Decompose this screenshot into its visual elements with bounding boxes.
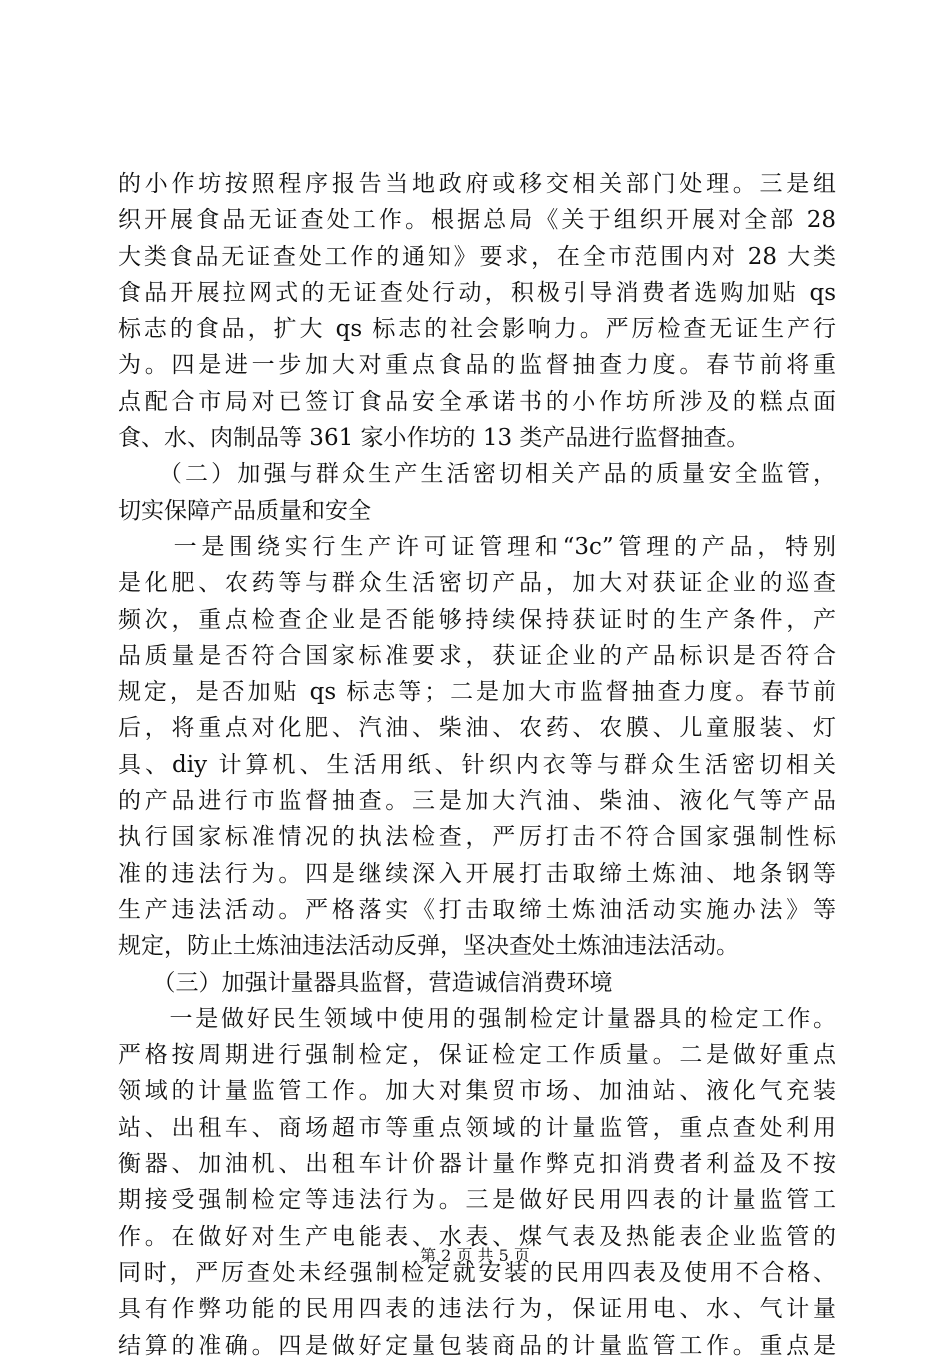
text-line: 期接受强制检定等违法行为。三是做好民用四表的计量监管工 bbox=[118, 1187, 836, 1214]
text-line: 的产品进行市监督抽查。三是加大汽油、柴油、液化气等产品 bbox=[118, 788, 836, 815]
text-line: 严格按周期进行强制检定，保证检定工作质量。二是做好重点 bbox=[118, 1042, 836, 1069]
text-line: 执行国家标准情况的执法检查，严厉打击不符合国家强制性标 bbox=[118, 824, 836, 851]
text-line: 站、出租车、商场超市等重点领域的计量监管，重点查处利用 bbox=[118, 1114, 836, 1141]
text-line: 具有作弊功能的民用四表的违法行为，保证用电、水、气计量 bbox=[118, 1296, 836, 1323]
text-line: 标志的食品，扩大 qs 标志的社会影响力。严厉检查无证生产行 bbox=[118, 316, 836, 343]
text-line: 频次，重点检查企业是否能够持续保持获证时的生产条件，产 bbox=[118, 606, 836, 633]
text-line: 食、水、肉制品等 361 家小作坊的 13 类产品进行监督抽查。 bbox=[118, 425, 750, 452]
section-heading: （三）加强计量器具监督，营造诚信消费环境 bbox=[118, 969, 613, 996]
text-line: 规定，防止土炼油违法活动反弹，坚决查处土炼油违法活动。 bbox=[118, 933, 739, 960]
text-line: 品质量是否符合国家标准要求，获证企业的产品标识是否符合 bbox=[118, 642, 836, 669]
section-heading: （二）加强与群众生产生活密切相关产品的质量安全监管， bbox=[118, 461, 836, 488]
text-line: 是化肥、农药等与群众生活密切产品，加大对获证企业的巡查 bbox=[118, 570, 836, 597]
text-line: 为。四是进一步加大对重点食品的监督抽查力度。春节前将重 bbox=[118, 352, 836, 379]
text-line: 食品开展拉网式的无证查处行动，积极引导消费者选购加贴 qs bbox=[118, 279, 836, 306]
page-number-footer: 第 2 页 共 5 页 bbox=[420, 1246, 530, 1265]
text-line: 织开展食品无证查处工作。根据总局《关于组织开展对全部 28 bbox=[118, 207, 836, 234]
text-line: 准的违法行为。四是继续深入开展打击取缔土炼油、地条钢等 bbox=[118, 860, 836, 887]
text-line: 规定，是否加贴 qs 标志等；二是加大市监督抽查力度。春节前 bbox=[118, 679, 836, 706]
text-line: 点配合市局对已签订食品安全承诺书的小作坊所涉及的糕点面 bbox=[118, 388, 836, 415]
text-line: 后，将重点对化肥、汽油、柴油、农药、农膜、儿童服装、灯 bbox=[118, 715, 836, 742]
text-line: 一是做好民生领域中使用的强制检定计量器具的检定工作。 bbox=[118, 1005, 836, 1032]
text-line: 一是围绕实行生产许可证管理和“3c”管理的产品，特别 bbox=[118, 533, 836, 560]
text-line: 衡器、加油机、出租车计价器计量作弊克扣消费者利益及不按 bbox=[118, 1151, 836, 1178]
text-line: 的小作坊按照程序报告当地政府或移交相关部门处理。三是组 bbox=[118, 171, 836, 197]
text-line: 大类食品无证查处工作的通知》要求，在全市范围内对 28 大类 bbox=[118, 243, 836, 270]
text-line: 生产违法活动。严格落实《打击取缔土炼油活动实施办法》等 bbox=[118, 896, 836, 923]
text-line: 领域的计量监管工作。加大对集贸市场、加油站、液化气充装 bbox=[118, 1078, 836, 1105]
document-body bbox=[118, 166, 836, 1364]
text-line: 作。在做好对生产电能表、水表、煤气表及热能表企业监管的 bbox=[118, 1223, 836, 1250]
section-heading-continued: 切实保障产品质量和安全 bbox=[118, 497, 371, 524]
text-line: 结算的准确。四是做好定量包装商品的计量监管工作。重点是 bbox=[118, 1332, 836, 1359]
text-line: 具、diy 计算机、生活用纸、针织内衣等与群众生活密切相关 bbox=[118, 751, 836, 778]
text-line: 同时，严厉查处未经强制检定就安装的民用四表及使用不合格、 bbox=[118, 1259, 836, 1286]
